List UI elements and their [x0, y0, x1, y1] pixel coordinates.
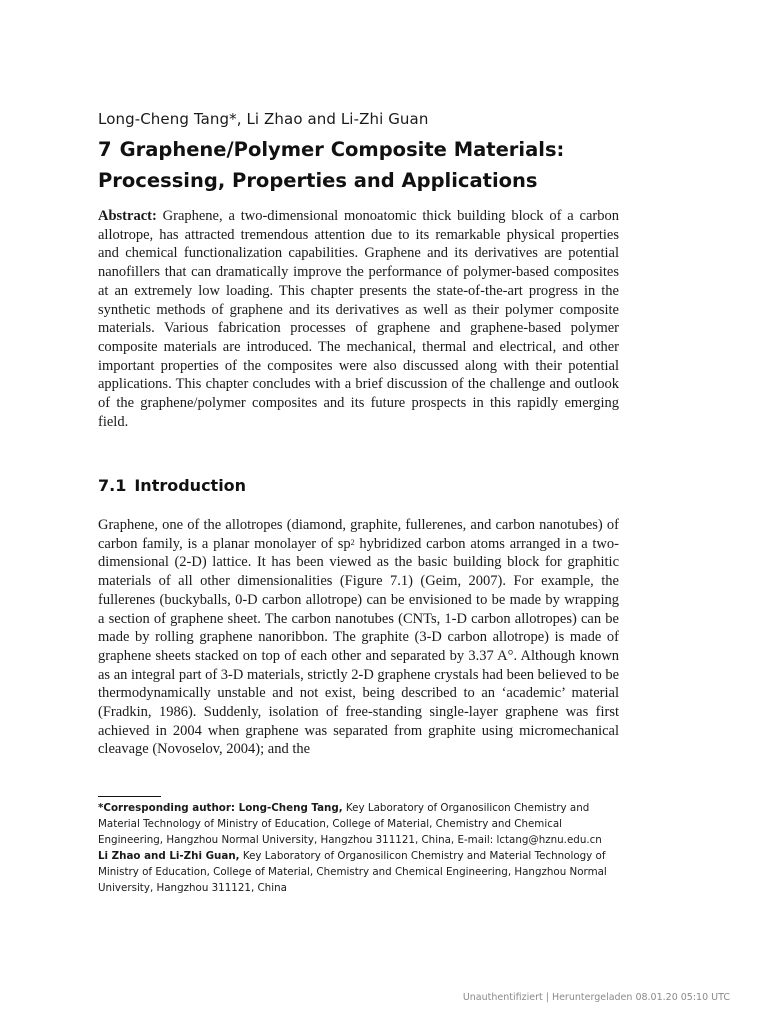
footnote-coauthors-label: Li Zhao and Li-Zhi Guan,: [98, 850, 240, 862]
superscript: 2: [350, 537, 355, 547]
abstract-label: Abstract:: [98, 208, 157, 224]
footnote-corresponding-label: *Corresponding author: Long-Cheng Tang,: [98, 802, 343, 814]
section-number: 7.1: [98, 476, 127, 495]
section-heading: [98, 476, 246, 495]
abstract: [98, 207, 619, 431]
footnote-coauthors-text: Key Laboratory of Organosilicon Chemistry and Material Technology of Ministry of Education, College of Material, Chemistry and Chemical Engineering, Hangzhou Normal University, Hangzhou 311121, China: [98, 850, 607, 894]
section-title: Introduction: [134, 476, 247, 495]
chapter-title-line1: [98, 134, 658, 165]
section-body: [98, 516, 619, 759]
download-stamp: Unauthentifiziert | Heruntergeladen 08.01.20 05:10 UTC: [462, 992, 730, 1003]
footnote-corresponding: [98, 800, 623, 848]
footnote: [98, 800, 623, 896]
abstract-text: Graphene, a two-dimensional monoatomic thick building block of a carbon allotrope, has attracted tremendous attention due to its remarkable physical properties and chemical functionalization capabilities. Graphene and its derivatives are potential nanofillers that can dramatically improve the performance of polymer-based composites at an extremely low loading. This chapter presents the state-of-the-art progress in the synthetic methods of graphene and its derivatives as well as their polymer composite materials. Various fabrication processes of graphene and graphene-based polymer composite materials are introduced. The mechanical, thermal and electrical, and other important properties of the composites were also discussed along with their potential applications. This chapter concludes with a brief discussion of the challenge and outlook of the graphene/polymer composites and its future prospects in this rapidly emerging field.: [98, 208, 620, 430]
chapter-title-text-1: Graphene/Polymer Composite Materials:: [119, 138, 565, 161]
chapter-authors: Long-Cheng Tang*, Li Zhao and Li-Zhi Guan: [98, 110, 429, 128]
section-body-part2: hybridized carbon atoms arranged in a two-dimensional (2-D) lattice. It has been viewed as the basic building block for graphitic materials of all other dimensionalities (Figure 7.1) (Geim, 2007). For example, the fullerenes (buckyballs, 0-D carbon allotrope) can be envisioned to be made by wrapping a section of graphene sheet. The carbon nanotubes (CNTs, 1-D carbon allotropes) can be made by rolling graphene nanoribbon. The graphite (3-D carbon allotrope) is made of graphene sheets stacked on top of each other and separated by 3.37 A°. Although known as an integral part of 3-D materials, strictly 2-D graphene crystals had been believed to be thermodynamically unstable and not exist, being described to an ‘academic’ material (Fradkin, 1986). Suddenly, isolation of free-standing single-layer graphene was first achieved in 2004 when graphene was separated from graphite using micromechanical cleavage (Novoselov, 2004); and the: [98, 535, 620, 758]
footnote-divider: [98, 796, 161, 797]
section-body-part1: Graphene, one of the allotropes (diamond, graphite, fullerenes, and carbon nanotubes) of carbon family, is a planar monolayer of sp: [98, 517, 619, 552]
chapter-title: [98, 134, 658, 196]
chapter-title-line2: Processing, Properties and Applications: [98, 169, 538, 192]
chapter-number: 7: [98, 138, 112, 161]
footnote-coauthors: [98, 848, 623, 896]
footnote-corresponding-text: Key Laboratory of Organosilicon Chemistry and Material Technology of Ministry of Education, College of Material, Chemistry and Chemical Engineering, Hangzhou Normal University, Hangzhou 311121, China, E-mail: lctang@hznu.edu.cn: [98, 802, 602, 846]
